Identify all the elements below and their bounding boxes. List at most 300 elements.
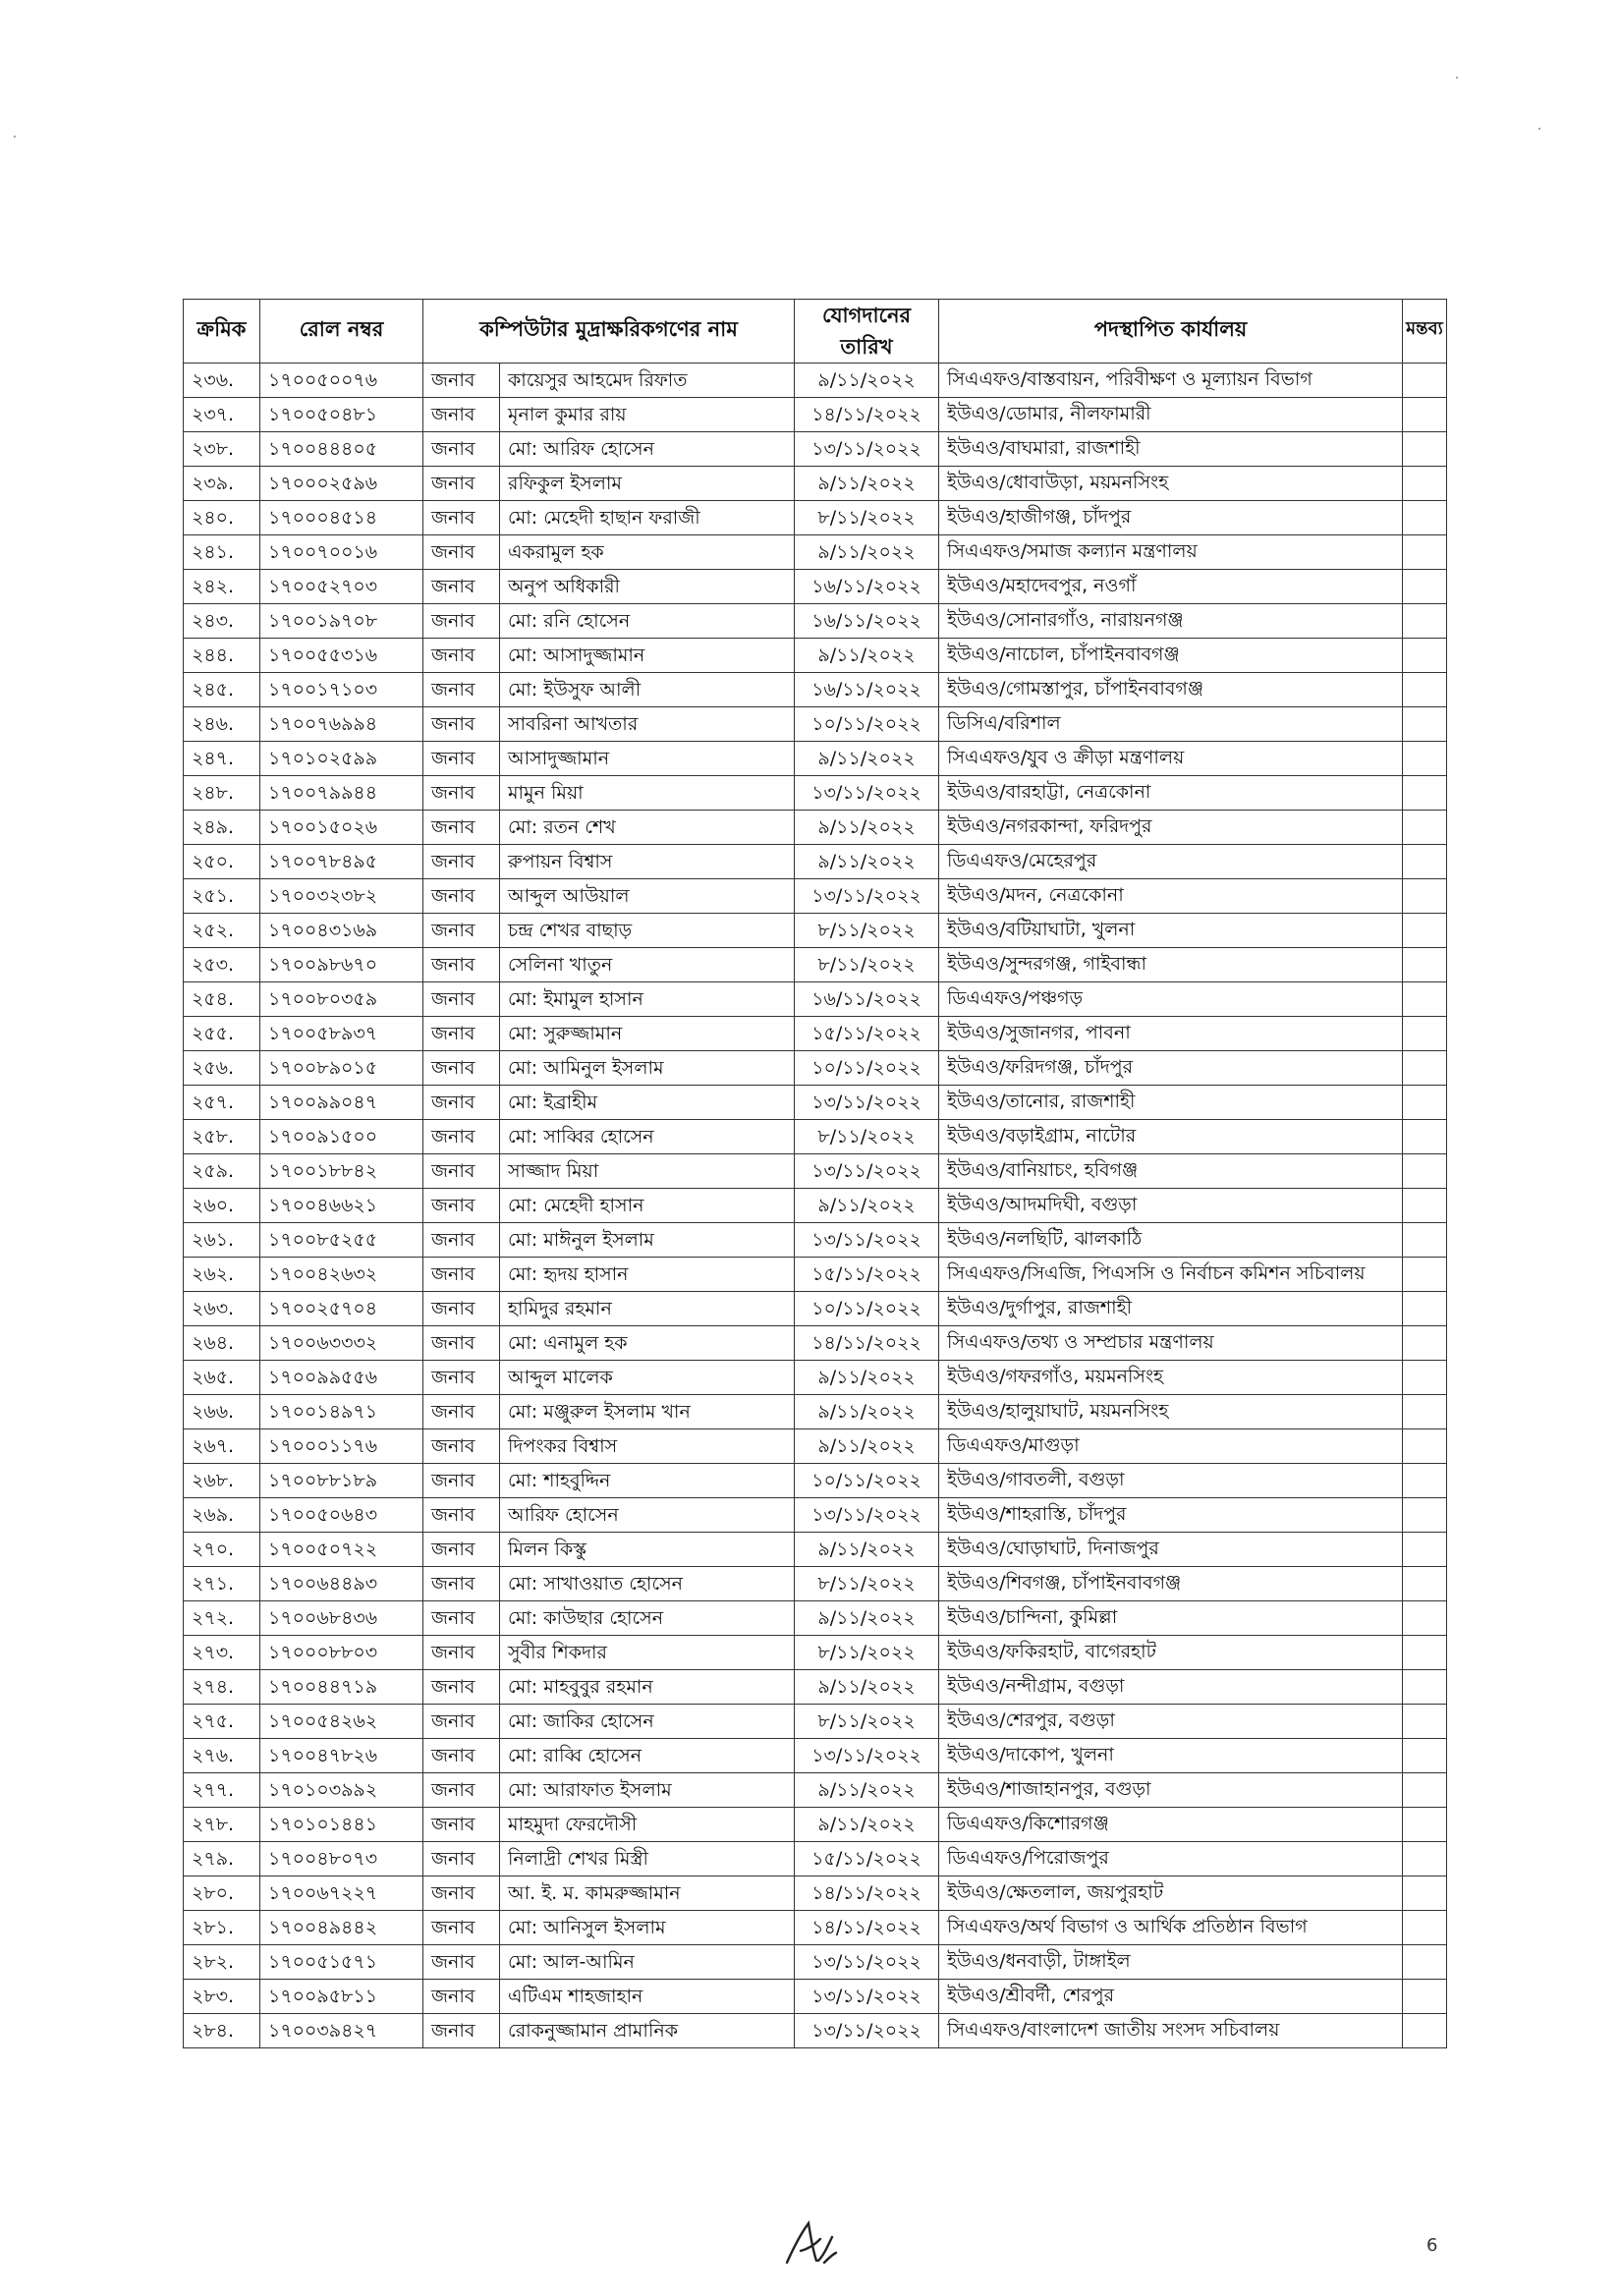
- table-row: [184, 948, 1447, 982]
- cell-name: কায়েসুর আহমেদ রিফাত: [500, 364, 795, 398]
- cell-office: ইউএও/নলছিটি, ঝালকাঠি: [939, 1223, 1403, 1258]
- table-row: [184, 1361, 1447, 1395]
- table-row: [184, 1705, 1447, 1739]
- table-row: [184, 1086, 1447, 1120]
- table-row: [184, 398, 1447, 432]
- page-number: 6: [1426, 2235, 1438, 2256]
- cell-office: ইউএও/নন্দীগ্রাম, বগুড়া: [939, 1670, 1403, 1705]
- cell-serial: ২৬৫.: [184, 1361, 260, 1395]
- table-row: [184, 1911, 1447, 1945]
- cell-serial: ২৫২.: [184, 914, 260, 948]
- table-row: [184, 1292, 1447, 1326]
- cell-name: রুপায়ন বিশ্বাস: [500, 845, 795, 879]
- cell-office: ইউএও/গোমস্তাপুর, চাঁপাইনবাবগঞ্জ: [939, 673, 1403, 707]
- cell-joining-date: ১৩/১১/২০২২: [795, 1154, 939, 1189]
- cell-joining-date: ৮/১১/২০২২: [795, 1567, 939, 1601]
- cell-roll: ১৭০০১৮৮৪২: [260, 1154, 423, 1189]
- header-serial: ক্রমিক: [184, 300, 260, 364]
- header-remarks: মন্তব্য: [1403, 300, 1447, 364]
- cell-office: ইউএও/ডোমার, নীলফামারী: [939, 398, 1403, 432]
- cell-roll: ১৭০০৪৬৬২১: [260, 1189, 423, 1223]
- cell-serial: ২৩৮.: [184, 432, 260, 467]
- cell-remarks: [1403, 1120, 1447, 1154]
- cell-joining-date: ৯/১১/২০২২: [795, 535, 939, 570]
- cell-serial: ২৪৮.: [184, 776, 260, 811]
- cell-roll: ১৭০০৫১৫৭১: [260, 1945, 423, 1980]
- cell-title: জনাব: [423, 535, 500, 570]
- table-row: [184, 639, 1447, 673]
- cell-title: জনাব: [423, 501, 500, 535]
- cell-name: আরিফ হোসেন: [500, 1498, 795, 1533]
- cell-title: জনাব: [423, 1876, 500, 1911]
- cell-joining-date: ৯/১১/২০২২: [795, 467, 939, 501]
- cell-title: জনাব: [423, 1429, 500, 1464]
- cell-remarks: [1403, 1876, 1447, 1911]
- cell-joining-date: ১৩/১১/২০২২: [795, 432, 939, 467]
- table-row: [184, 1395, 1447, 1429]
- cell-serial: ২৫৮.: [184, 1120, 260, 1154]
- cell-joining-date: ৯/১১/২০২২: [795, 1808, 939, 1842]
- cell-title: জনাব: [423, 1258, 500, 1292]
- cell-roll: ১৭০০৬৪৪৯৩: [260, 1567, 423, 1601]
- cell-name: হামিদুর রহমান: [500, 1292, 795, 1326]
- cell-serial: ২৩৭.: [184, 398, 260, 432]
- cell-title: জনাব: [423, 811, 500, 845]
- cell-office: সিএএফও/বাস্তবায়ন, পরিবীক্ষণ ও মূল্যায়ন বিভাগ: [939, 364, 1403, 398]
- cell-remarks: [1403, 432, 1447, 467]
- cell-name: মো: ইব্রাহীম: [500, 1086, 795, 1120]
- cell-serial: ২৮৩.: [184, 1980, 260, 2014]
- cell-office: ডিএএফও/পঞ্চগড়: [939, 982, 1403, 1017]
- cell-office: ইউএও/সোনারগাঁও, নারায়নগঞ্জ: [939, 604, 1403, 639]
- cell-serial: ২৬৭.: [184, 1429, 260, 1464]
- cell-roll: ১৭০০৯৯৫৫৬: [260, 1361, 423, 1395]
- cell-joining-date: ১৪/১১/২০২২: [795, 1911, 939, 1945]
- table-row: [184, 1120, 1447, 1154]
- cell-title: জনাব: [423, 1601, 500, 1636]
- header-office: পদস্থাপিত কার্যালয়: [939, 300, 1403, 364]
- cell-title: জনাব: [423, 398, 500, 432]
- cell-roll: ১৭০০৪৩১৬৯: [260, 914, 423, 948]
- cell-roll: ১৭০০৭৮৪৯৫: [260, 845, 423, 879]
- cell-remarks: [1403, 1086, 1447, 1120]
- table-row: [184, 1223, 1447, 1258]
- table-row: [184, 1739, 1447, 1773]
- cell-roll: ১৭০০৬৮৪৩৬: [260, 1601, 423, 1636]
- cell-serial: ২৬৩.: [184, 1292, 260, 1326]
- cell-remarks: [1403, 535, 1447, 570]
- cell-title: জনাব: [423, 948, 500, 982]
- cell-joining-date: ৯/১১/২০২২: [795, 1601, 939, 1636]
- cell-office: ইউএও/ধোবাউড়া, ময়মনসিংহ: [939, 467, 1403, 501]
- scan-speck: [1456, 77, 1458, 79]
- table-row: [184, 1601, 1447, 1636]
- cell-serial: ২৭৭.: [184, 1773, 260, 1808]
- cell-name: আসাদুজ্জামান: [500, 742, 795, 776]
- cell-serial: ২৬৯.: [184, 1498, 260, 1533]
- cell-joining-date: ১৬/১১/২০২২: [795, 604, 939, 639]
- cell-serial: ২৭৮.: [184, 1808, 260, 1842]
- cell-joining-date: ১৬/১১/২০২২: [795, 673, 939, 707]
- cell-name: সুবীর শিকদার: [500, 1636, 795, 1670]
- cell-office: ইউএও/শ্রীবর্দী, শেরপুর: [939, 1980, 1403, 2014]
- table-row: [184, 1326, 1447, 1361]
- table-row: [184, 1258, 1447, 1292]
- cell-serial: ২৭২.: [184, 1601, 260, 1636]
- cell-office: ইউএও/নাচোল, চাঁপাইনবাবগঞ্জ: [939, 639, 1403, 673]
- cell-name: মো: জাকির হোসেন: [500, 1705, 795, 1739]
- cell-office: সিএএফও/অর্থ বিভাগ ও আর্থিক প্রতিষ্ঠান বিভাগ: [939, 1911, 1403, 1945]
- cell-serial: ২৪৩.: [184, 604, 260, 639]
- cell-office: ইউএও/গফরগাঁও, ময়মনসিংহ: [939, 1361, 1403, 1395]
- cell-office: ইউএও/বাঘমারা, রাজশাহী: [939, 432, 1403, 467]
- table-row: [184, 1189, 1447, 1223]
- cell-office: ইউএও/গাবতলী, বগুড়া: [939, 1464, 1403, 1498]
- cell-roll: ১৭০০৫২৭০৩: [260, 570, 423, 604]
- cell-remarks: [1403, 948, 1447, 982]
- cell-title: জনাব: [423, 1670, 500, 1705]
- cell-name: মো: মাহবুবুর রহমান: [500, 1670, 795, 1705]
- cell-roll: ১৭০০৭৬৯৯৪: [260, 707, 423, 742]
- cell-remarks: [1403, 570, 1447, 604]
- cell-office: ইউএও/সুজানগর, পাবনা: [939, 1017, 1403, 1051]
- cell-joining-date: ৮/১১/২০২২: [795, 914, 939, 948]
- table-row: [184, 982, 1447, 1017]
- cell-remarks: [1403, 1361, 1447, 1395]
- cell-roll: ১৭০০৪২৬৩২: [260, 1258, 423, 1292]
- cell-joining-date: ১৩/১১/২০২২: [795, 2014, 939, 2048]
- cell-name: অনুপ অধিকারী: [500, 570, 795, 604]
- cell-title: জনাব: [423, 1911, 500, 1945]
- cell-title: জনাব: [423, 1086, 500, 1120]
- cell-title: জনাব: [423, 1808, 500, 1842]
- cell-title: জনাব: [423, 1705, 500, 1739]
- cell-title: জনাব: [423, 432, 500, 467]
- cell-name: নিলাদ্রী শেখর মিস্ত্রী: [500, 1842, 795, 1876]
- cell-title: জনাব: [423, 2014, 500, 2048]
- cell-joining-date: ৮/১১/২০২২: [795, 948, 939, 982]
- cell-office: ইউএও/আদমদিঘী, বগুড়া: [939, 1189, 1403, 1223]
- cell-joining-date: ১০/১১/২০২২: [795, 1292, 939, 1326]
- cell-name: একরামুল হক: [500, 535, 795, 570]
- cell-remarks: [1403, 1429, 1447, 1464]
- table-header-row: [184, 300, 1447, 364]
- cell-remarks: [1403, 1808, 1447, 1842]
- cell-name: আব্দুল আউয়াল: [500, 879, 795, 914]
- cell-title: জনাব: [423, 467, 500, 501]
- cell-title: জনাব: [423, 1017, 500, 1051]
- cell-serial: ২৭৬.: [184, 1739, 260, 1773]
- cell-joining-date: ৯/১১/২০২২: [795, 811, 939, 845]
- cell-serial: ২৪৯.: [184, 811, 260, 845]
- cell-office: ইউএও/তানোর, রাজশাহী: [939, 1086, 1403, 1120]
- cell-remarks: [1403, 742, 1447, 776]
- cell-office: ইউএও/হালুয়াঘাট, ময়মনসিংহ: [939, 1395, 1403, 1429]
- cell-name: মামুন মিয়া: [500, 776, 795, 811]
- cell-name: মৃনাল কুমার রায়: [500, 398, 795, 432]
- cell-roll: ১৭০০৮৮১৮৯: [260, 1464, 423, 1498]
- cell-title: জনাব: [423, 1464, 500, 1498]
- cell-office: ইউএও/হাজীগঞ্জ, চাঁদপুর: [939, 501, 1403, 535]
- cell-name: চন্দ্র শেখর বাছাড়: [500, 914, 795, 948]
- cell-serial: ২৪১.: [184, 535, 260, 570]
- cell-name: মো: হৃদয় হাসান: [500, 1258, 795, 1292]
- cell-office: ইউএও/বারহাট্টা, নেত্রকোনা: [939, 776, 1403, 811]
- cell-remarks: [1403, 845, 1447, 879]
- cell-serial: ২৪০.: [184, 501, 260, 535]
- table-row: [184, 1464, 1447, 1498]
- cell-title: জনাব: [423, 364, 500, 398]
- cell-office: ডিএএফও/মেহেরপুর: [939, 845, 1403, 879]
- cell-serial: ২৪৬.: [184, 707, 260, 742]
- cell-joining-date: ৯/১১/২০২২: [795, 364, 939, 398]
- cell-serial: ২৫১.: [184, 879, 260, 914]
- cell-roll: ১৭০০৫৮৯৩৭: [260, 1017, 423, 1051]
- cell-name: মো: আসাদুজ্জামান: [500, 639, 795, 673]
- table-row: [184, 1773, 1447, 1808]
- cell-name: মাহমুদা ফেরদৌসী: [500, 1808, 795, 1842]
- cell-office: ইউএও/মদন, নেত্রকোনা: [939, 879, 1403, 914]
- cell-roll: ১৭০০৫৪২৬২: [260, 1705, 423, 1739]
- cell-joining-date: ১৬/১১/২০২২: [795, 982, 939, 1017]
- table-row: [184, 1945, 1447, 1980]
- cell-name: মো: রাব্বি হোসেন: [500, 1739, 795, 1773]
- cell-joining-date: ৯/১১/২০২২: [795, 1533, 939, 1567]
- cell-title: জনাব: [423, 845, 500, 879]
- cell-remarks: [1403, 1464, 1447, 1498]
- cell-name: মো: আমিনুল ইসলাম: [500, 1051, 795, 1086]
- cell-serial: ২৪৫.: [184, 673, 260, 707]
- cell-roll: ১৭০০৩৯৪২৭: [260, 2014, 423, 2048]
- cell-office: ইউএও/ফরিদগঞ্জ, চাঁদপুর: [939, 1051, 1403, 1086]
- cell-joining-date: ১৫/১১/২০২২: [795, 1842, 939, 1876]
- cell-remarks: [1403, 1601, 1447, 1636]
- cell-title: জনাব: [423, 707, 500, 742]
- cell-serial: ২৬৮.: [184, 1464, 260, 1498]
- cell-title: জনাব: [423, 914, 500, 948]
- scan-speck: [1538, 128, 1540, 130]
- cell-serial: ২৭১.: [184, 1567, 260, 1601]
- cell-joining-date: ১৪/১১/২০২২: [795, 1876, 939, 1911]
- posting-table: [183, 299, 1447, 2048]
- cell-joining-date: ৯/১১/২০২২: [795, 1189, 939, 1223]
- cell-name: মো: সুরুজ্জামান: [500, 1017, 795, 1051]
- cell-office: ইউএও/নগরকান্দা, ফরিদপুর: [939, 811, 1403, 845]
- cell-remarks: [1403, 1842, 1447, 1876]
- cell-remarks: [1403, 639, 1447, 673]
- cell-joining-date: ৮/১১/২০২২: [795, 1120, 939, 1154]
- cell-office: ইউএও/শিবগঞ্জ, চাঁপাইনবাবগঞ্জ: [939, 1567, 1403, 1601]
- cell-name: মো: আল-আমিন: [500, 1945, 795, 1980]
- cell-office: ডিএএফও/মাগুড়া: [939, 1429, 1403, 1464]
- cell-serial: ২৬১.: [184, 1223, 260, 1258]
- cell-serial: ২৮০.: [184, 1876, 260, 1911]
- cell-title: জনাব: [423, 1189, 500, 1223]
- cell-remarks: [1403, 1705, 1447, 1739]
- cell-title: জনাব: [423, 673, 500, 707]
- table-row: [184, 1808, 1447, 1842]
- cell-remarks: [1403, 1739, 1447, 1773]
- table-row: [184, 535, 1447, 570]
- cell-remarks: [1403, 1051, 1447, 1086]
- cell-remarks: [1403, 1326, 1447, 1361]
- cell-roll: ১৭০০৫৫৩১৬: [260, 639, 423, 673]
- cell-joining-date: ১৫/১১/২০২২: [795, 1258, 939, 1292]
- table-row: [184, 604, 1447, 639]
- cell-roll: ১৭০০৫০০৭৬: [260, 364, 423, 398]
- cell-serial: ২৪৪.: [184, 639, 260, 673]
- cell-roll: ১৭০০৩২৩৮২: [260, 879, 423, 914]
- cell-remarks: [1403, 1189, 1447, 1223]
- cell-remarks: [1403, 604, 1447, 639]
- cell-name: রোকনুজ্জামান প্রামানিক: [500, 2014, 795, 2048]
- cell-office: সিএএফও/বাংলাদেশ জাতীয় সংসদ সচিবালয়: [939, 2014, 1403, 2048]
- cell-roll: ১৭০০৫০৭২২: [260, 1533, 423, 1567]
- cell-office: ইউএও/দাকোপ, খুলনা: [939, 1739, 1403, 1773]
- cell-office: সিএএফও/সমাজ কল্যান মন্ত্রণালয়: [939, 535, 1403, 570]
- table-row: [184, 811, 1447, 845]
- cell-roll: ১৭০০৯৫৮১১: [260, 1980, 423, 2014]
- cell-title: জনাব: [423, 1326, 500, 1361]
- cell-roll: ১৭০০৪৭৮২৬: [260, 1739, 423, 1773]
- cell-remarks: [1403, 707, 1447, 742]
- cell-office: ইউএও/ধনবাড়ী, টাঙ্গাইল: [939, 1945, 1403, 1980]
- cell-joining-date: ৯/১১/২০২২: [795, 1670, 939, 1705]
- cell-joining-date: ১০/১১/২০২২: [795, 1051, 939, 1086]
- cell-name: সেলিনা খাতুন: [500, 948, 795, 982]
- cell-title: জনাব: [423, 639, 500, 673]
- cell-roll: ১৭০১০১৪৪১: [260, 1808, 423, 1842]
- cell-remarks: [1403, 1567, 1447, 1601]
- cell-title: জনাব: [423, 776, 500, 811]
- cell-roll: ১৭০০১৪৯৭১: [260, 1395, 423, 1429]
- table-row: [184, 1842, 1447, 1876]
- cell-serial: ২৩৯.: [184, 467, 260, 501]
- cell-roll: ১৭০০০২৫৯৬: [260, 467, 423, 501]
- cell-name: মো: ইউসুফ আলী: [500, 673, 795, 707]
- cell-name: মো: আরিফ হোসেন: [500, 432, 795, 467]
- cell-serial: ২৪২.: [184, 570, 260, 604]
- cell-office: ইউএও/শাহরাস্তি, চাঁদপুর: [939, 1498, 1403, 1533]
- cell-roll: ১৭০০৬৭২২৭: [260, 1876, 423, 1911]
- cell-office: ডিসিএ/বরিশাল: [939, 707, 1403, 742]
- cell-remarks: [1403, 1223, 1447, 1258]
- table-row: [184, 879, 1447, 914]
- table-row: [184, 742, 1447, 776]
- cell-title: জনাব: [423, 1945, 500, 1980]
- cell-roll: ১৭০১০২৫৯৯: [260, 742, 423, 776]
- cell-joining-date: ১৩/১১/২০২২: [795, 1498, 939, 1533]
- cell-roll: ১৭০০৯৯০৪৭: [260, 1086, 423, 1120]
- cell-serial: ২৫০.: [184, 845, 260, 879]
- cell-joining-date: ১৩/১১/২০২২: [795, 1223, 939, 1258]
- cell-remarks: [1403, 982, 1447, 1017]
- header-joining-date: যোগদানের তারিখ: [795, 300, 939, 364]
- cell-title: জনাব: [423, 1842, 500, 1876]
- cell-remarks: [1403, 364, 1447, 398]
- cell-remarks: [1403, 501, 1447, 535]
- cell-joining-date: ৯/১১/২০২২: [795, 1429, 939, 1464]
- cell-name: সাবরিনা আখতার: [500, 707, 795, 742]
- cell-remarks: [1403, 1980, 1447, 2014]
- cell-title: জনাব: [423, 1051, 500, 1086]
- cell-title: জনাব: [423, 1739, 500, 1773]
- cell-title: জনাব: [423, 742, 500, 776]
- cell-joining-date: ১৪/১১/২০২২: [795, 398, 939, 432]
- cell-joining-date: ৮/১১/২০২২: [795, 1636, 939, 1670]
- cell-title: জনাব: [423, 1154, 500, 1189]
- cell-serial: ২৭৪.: [184, 1670, 260, 1705]
- cell-joining-date: ১৫/১১/২০২২: [795, 1017, 939, 1051]
- cell-joining-date: ৯/১১/২০২২: [795, 1361, 939, 1395]
- cell-name: মো: এনামুল হক: [500, 1326, 795, 1361]
- cell-serial: ২৮২.: [184, 1945, 260, 1980]
- cell-joining-date: ১৩/১১/২০২২: [795, 1980, 939, 2014]
- cell-roll: ১৭০০২৫৭০৪: [260, 1292, 423, 1326]
- cell-name: মো: শাহবুদ্দিন: [500, 1464, 795, 1498]
- cell-remarks: [1403, 811, 1447, 845]
- cell-office: ইউএও/সুন্দরগঞ্জ, গাইবান্ধা: [939, 948, 1403, 982]
- cell-title: জনাব: [423, 1395, 500, 1429]
- cell-serial: ২৫৭.: [184, 1086, 260, 1120]
- cell-serial: ২৭৫.: [184, 1705, 260, 1739]
- cell-title: জনাব: [423, 1773, 500, 1808]
- cell-roll: ১৭০০০১১৭৬: [260, 1429, 423, 1464]
- cell-remarks: [1403, 2014, 1447, 2048]
- cell-office: ইউএও/দুর্গাপুর, রাজশাহী: [939, 1292, 1403, 1326]
- cell-serial: ২৮১.: [184, 1911, 260, 1945]
- cell-joining-date: ১৬/১১/২০২২: [795, 570, 939, 604]
- cell-roll: ১৭০১০৩৯৯২: [260, 1773, 423, 1808]
- table-row: [184, 673, 1447, 707]
- cell-joining-date: ৮/১১/২০২২: [795, 501, 939, 535]
- table-row: [184, 1051, 1447, 1086]
- cell-office: ইউএও/ঘোড়াঘাট, দিনাজপুর: [939, 1533, 1403, 1567]
- cell-remarks: [1403, 1670, 1447, 1705]
- cell-name: আ. ই. ম. কামরুজ্জামান: [500, 1876, 795, 1911]
- cell-joining-date: ১৩/১১/২০২২: [795, 1086, 939, 1120]
- table-row: [184, 776, 1447, 811]
- cell-name: মো: সাব্বির হোসেন: [500, 1120, 795, 1154]
- cell-remarks: [1403, 1395, 1447, 1429]
- cell-remarks: [1403, 914, 1447, 948]
- cell-name: আব্দুল মালেক: [500, 1361, 795, 1395]
- cell-name: মো: আনিসুল ইসলাম: [500, 1911, 795, 1945]
- cell-serial: ২৫৩.: [184, 948, 260, 982]
- cell-remarks: [1403, 1533, 1447, 1567]
- cell-office: সিএএফও/সিএজি, পিএসসি ও নির্বাচন কমিশন সচিবালয়: [939, 1258, 1403, 1292]
- cell-office: ইউএও/চান্দিনা, কুমিল্লা: [939, 1601, 1403, 1636]
- table-row: [184, 1017, 1447, 1051]
- cell-name: দিপংকর বিশ্বাস: [500, 1429, 795, 1464]
- cell-joining-date: ১৪/১১/২০২২: [795, 1326, 939, 1361]
- cell-office: ইউএও/মহাদেবপুর, নওগাঁ: [939, 570, 1403, 604]
- cell-serial: ২৫৫.: [184, 1017, 260, 1051]
- cell-remarks: [1403, 1258, 1447, 1292]
- table-row: [184, 501, 1447, 535]
- cell-title: জনাব: [423, 982, 500, 1017]
- cell-name: মো: মেহেদী হাসান: [500, 1189, 795, 1223]
- cell-remarks: [1403, 673, 1447, 707]
- cell-office: সিএএফও/যুব ও ক্রীড়া মন্ত্রণালয়: [939, 742, 1403, 776]
- cell-serial: ২৬৬.: [184, 1395, 260, 1429]
- cell-joining-date: ১৩/১১/২০২২: [795, 879, 939, 914]
- table-row: [184, 1636, 1447, 1670]
- cell-title: জনাব: [423, 879, 500, 914]
- header-roll: রোল নম্বর: [260, 300, 423, 364]
- cell-joining-date: ৯/১১/২০২২: [795, 1395, 939, 1429]
- cell-name: মো: কাউছার হোসেন: [500, 1601, 795, 1636]
